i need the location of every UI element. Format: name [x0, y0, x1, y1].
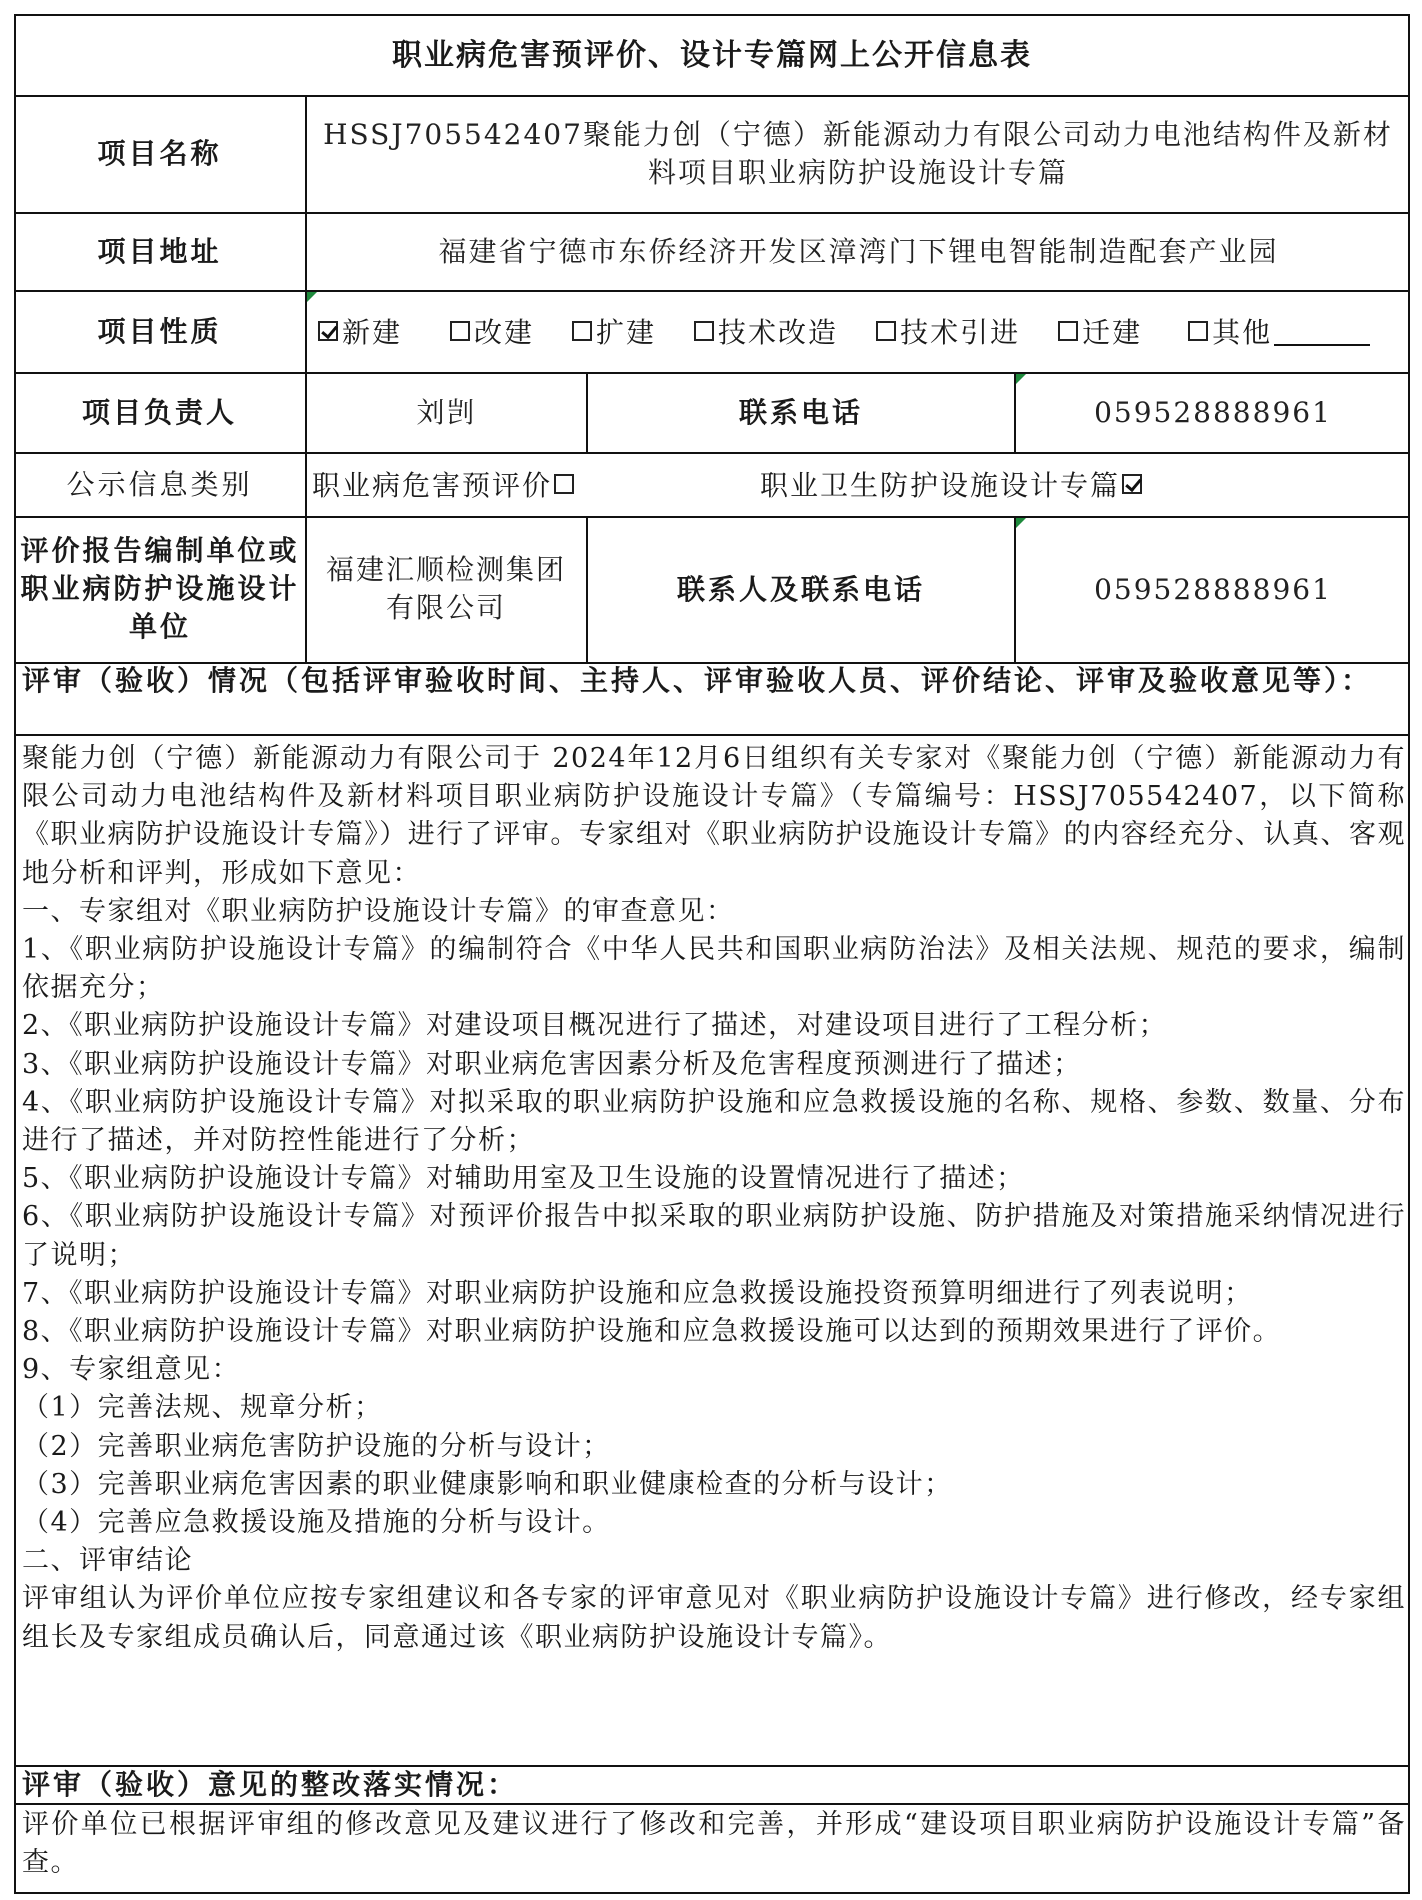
nature-option-new[interactable]: 新建: [318, 311, 402, 351]
nature-option-expand[interactable]: 扩建: [572, 311, 656, 351]
review-paragraph: 1、《职业病防护设施设计专篇》的编制符合《中华人民共和国职业病防治法》及相关法规、规范的要求，编制依据充分；: [22, 934, 1406, 1004]
review-paragraph: 3、《职业病防护设施设计专篇》对职业病危害因素分析及危害程度预测进行了描述；: [22, 1048, 1082, 1080]
contact-person-label: 联系人及联系电话: [676, 572, 925, 606]
project-lead-value: 刘剀: [416, 395, 477, 429]
contact-phone-value: 059528888961: [1094, 395, 1332, 429]
review-paragraph: 8、《职业病防护设施设计专篇》对职业病防护设施和应急救援设施可以达到的预期效果进行了评价。: [22, 1316, 1282, 1348]
review-paragraph: 9、专家组意见：: [22, 1354, 241, 1386]
project-address-label: 项目地址: [97, 234, 222, 268]
checkbox-icon[interactable]: [554, 474, 574, 494]
review-paragraph: 二、评审结论: [22, 1545, 193, 1577]
review-paragraph: 评审组认为评价单位应按专家组建议和各专家的评审意见对《职业病防护设施设计专篇》进行修改，经专家组组长及专家组成员确认后，同意通过该《职业病防护设施设计专篇》。: [22, 1583, 1406, 1653]
checkbox-icon[interactable]: [694, 321, 714, 341]
review-paragraph: （4）完善应急救援设施及措施的分析与设计。: [22, 1507, 611, 1539]
disclosure-type-label: 公示信息类别: [66, 467, 253, 501]
report-unit-label: 评价报告编制单位或职业病防护设施设计单位: [20, 534, 300, 643]
other-blank-line: [1274, 316, 1370, 346]
checkbox-checked-icon[interactable]: [318, 321, 338, 341]
nature-option-rebuild[interactable]: 改建: [450, 311, 534, 351]
page-title: 职业病危害预评价、设计专篇网上公开信息表: [392, 38, 1032, 74]
rectification-text: 评价单位已根据评审组的修改意见及建议进行了修改和完善，并形成“建设项目职业病防护设施设计专篇”备查。: [22, 1809, 1406, 1878]
review-paragraph: 聚能力创（宁德）新能源动力有限公司于 2024年12月6日组织有关专家对《聚能力创（宁德）新能源动力有限公司动力电池结构件及新材料项目职业病防护设施设计专篇》（专篇编号：HSSJ705542407，以下简称《职业病防护设施设计专篇》）进行了评审。专家组对《职业病防护设施设计专篇》的内容经充分、认真、客观地分析和评判，形成如下意见：: [22, 743, 1406, 889]
review-paragraph: （2）完善职业病危害防护设施的分析与设计；: [22, 1430, 611, 1462]
checkbox-icon[interactable]: [876, 321, 896, 341]
checkbox-checked-icon[interactable]: [1122, 474, 1142, 494]
nature-option-other[interactable]: 其他: [1188, 311, 1370, 351]
review-paragraph: 7、《职业病防护设施设计专篇》对职业病防护设施和应急救援设施投资预算明细进行了列表说明；: [22, 1277, 1253, 1309]
checkbox-icon[interactable]: [1188, 321, 1208, 341]
rectification-heading: 评审（验收）意见的整改落实情况：: [22, 1768, 519, 1801]
checkbox-icon[interactable]: [1058, 321, 1078, 341]
review-paragraph: 5、《职业病防护设施设计专篇》对辅助用室及卫生设施的设置情况进行了描述；: [22, 1163, 1025, 1195]
nature-option-tech-import[interactable]: 技术引进: [876, 311, 1020, 351]
review-body: [22, 740, 1406, 1760]
review-heading: 评审（验收）情况（包括评审验收时间、主持人、评审验收人员、评价结论、评审及验收意见等）：: [22, 664, 1373, 697]
contact-phone-label: 联系电话: [738, 395, 863, 429]
review-paragraph: 4、《职业病防护设施设计专篇》对拟采取的职业病防护设施和应急救援设施的名称、规格、参数、数量、分布进行了描述，并对防控性能进行了分析；: [22, 1086, 1406, 1157]
project-lead-label: 项目负责人: [81, 395, 237, 429]
disclosure-option-design[interactable]: 职业卫生防护设施设计专篇: [760, 452, 1280, 516]
project-name-label: 项目名称: [97, 137, 222, 170]
review-paragraph: 2、《职业病防护设施设计专篇》对建设项目概况进行了描述，对建设项目进行了工程分析；: [22, 1010, 1168, 1042]
report-unit-value: 福建汇顺检测集团有限公司: [325, 553, 566, 624]
review-paragraph: 6、《职业病防护设施设计专篇》对预评价报告中拟采取的职业病防护设施、防护措施及对策措施采纳情况进行了说明；: [22, 1201, 1406, 1271]
checkbox-icon[interactable]: [572, 321, 592, 341]
contact-person-phone: 059528888961: [1094, 572, 1332, 606]
nature-option-relocate[interactable]: 迁建: [1058, 311, 1142, 351]
project-name-value: HSSJ705542407聚能力创（宁德）新能源动力有限公司动力电池结构件及新材料项目职业病防护设施设计专篇: [323, 117, 1393, 189]
project-address-value: 福建省宁德市东侨经济开发区漳湾门下锂电智能制造配套产业园: [438, 234, 1279, 268]
project-nature-label: 项目性质: [97, 314, 222, 348]
disclosure-option-pre-eval[interactable]: 职业病危害预评价: [312, 452, 712, 516]
project-nature-options: [318, 290, 1408, 372]
checkbox-icon[interactable]: [450, 321, 470, 341]
nature-option-tech-upgrade[interactable]: 技术改造: [694, 311, 838, 351]
review-paragraph: （3）完善职业病危害因素的职业健康影响和职业健康检查的分析与设计；: [22, 1468, 953, 1500]
review-paragraph: （1）完善法规、规章分析；: [22, 1392, 383, 1424]
review-paragraph: 一、专家组对《职业病防护设施设计专篇》的审查意见：: [22, 895, 735, 927]
